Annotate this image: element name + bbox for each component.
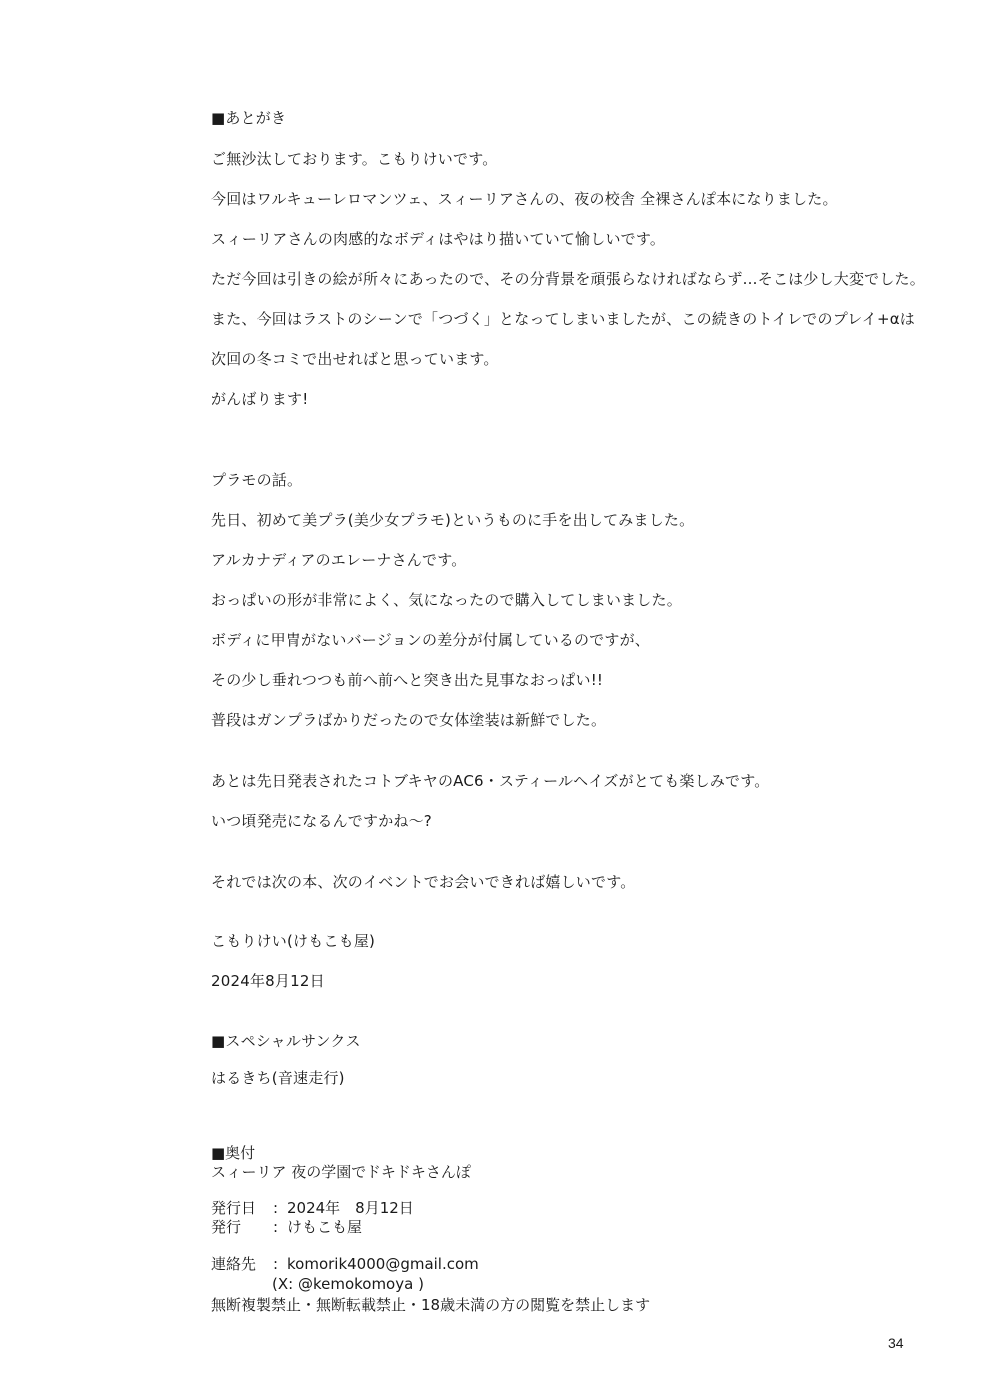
issue-date-row bbox=[211, 1198, 414, 1218]
publisher-value: けもこも屋 bbox=[287, 1218, 363, 1236]
issue-date-label: 発行日 bbox=[211, 1199, 257, 1217]
separator: : bbox=[273, 1218, 279, 1236]
afterword-paragraph: ご無沙汰しております。こもりけいです。 bbox=[211, 150, 498, 168]
closing-paragraph: あとは先日発表されたコトブキヤのAC6・スティールヘイズがとても楽しみです。 bbox=[211, 772, 770, 790]
contact-email: komorik4000@gmail.com bbox=[287, 1255, 479, 1273]
afterword-paragraph: 次回の冬コミで出せればと思っています。 bbox=[211, 350, 499, 368]
separator: : bbox=[273, 1199, 279, 1217]
contact-row bbox=[211, 1254, 479, 1274]
colophon-heading: ■奥付 bbox=[211, 1144, 256, 1162]
issue-date-value: 2024年 8月12日 bbox=[287, 1199, 414, 1217]
afterword-heading: ■あとがき bbox=[211, 109, 287, 127]
contact-x-handle: (X: @kemokomoya ) bbox=[272, 1275, 424, 1293]
afterword-paragraph: また、今回はラストのシーンで「つづく」となってしまいましたが、この続きのトイレでのプレイ+αは bbox=[211, 310, 916, 328]
closing-paragraph: いつ頃発売になるんですかね～? bbox=[211, 812, 432, 830]
plamo-paragraph: その少し垂れつつも前へ前へと突き出た見事なおっぱい!! bbox=[211, 671, 604, 689]
plamo-paragraph: アルカナディアのエレーナさんです。 bbox=[211, 551, 467, 569]
special-thanks-heading: ■スペシャルサンクス bbox=[211, 1032, 361, 1050]
closing-paragraph: それでは次の本、次のイベントでお会いできれば嬉しいです。 bbox=[211, 873, 636, 891]
plamo-paragraph: おっぱいの形が非常によく、気になったので購入してしまいました。 bbox=[211, 591, 682, 609]
signature-date: 2024年8月12日 bbox=[211, 972, 325, 990]
special-thanks-name: はるきち(音速走行) bbox=[211, 1069, 345, 1087]
plamo-paragraph: 先日、初めて美プラ(美少女プラモ)というものに手を出してみました。 bbox=[211, 511, 695, 529]
publisher-label: 発行 bbox=[211, 1218, 242, 1236]
author-signature: こもりけい(けもこも屋) bbox=[211, 932, 376, 950]
book-title: スィーリア 夜の学園でドキドキさんぽ bbox=[211, 1163, 471, 1181]
copyright-notice: 無断複製禁止・無断転載禁止・18歳未満の方の閲覧を禁止します bbox=[211, 1296, 651, 1314]
afterword-paragraph: 今回はワルキューレロマンツェ、スィーリアさんの、夜の校舎 全裸さんぽ本になりました。 bbox=[211, 190, 838, 208]
plamo-paragraph: ボディに甲冑がないバージョンの差分が付属しているのですが、 bbox=[211, 631, 651, 649]
afterword-paragraph: ただ今回は引きの絵が所々にあったので、その分背景を頑張らなければならず…そこは少し大変でした。 bbox=[211, 270, 925, 288]
page-number: 34 bbox=[888, 1335, 904, 1351]
contact-label: 連絡先 bbox=[211, 1255, 257, 1273]
afterword-paragraph: がんばります! bbox=[211, 390, 309, 408]
plamo-paragraph: プラモの話。 bbox=[211, 471, 303, 489]
afterword-paragraph: スィーリアさんの肉感的なボディはやはり描いていて愉しいです。 bbox=[211, 230, 666, 248]
plamo-paragraph: 普段はガンプラばかりだったので女体塗装は新鮮でした。 bbox=[211, 711, 607, 729]
separator: : bbox=[273, 1255, 279, 1273]
publisher-row bbox=[211, 1217, 362, 1237]
